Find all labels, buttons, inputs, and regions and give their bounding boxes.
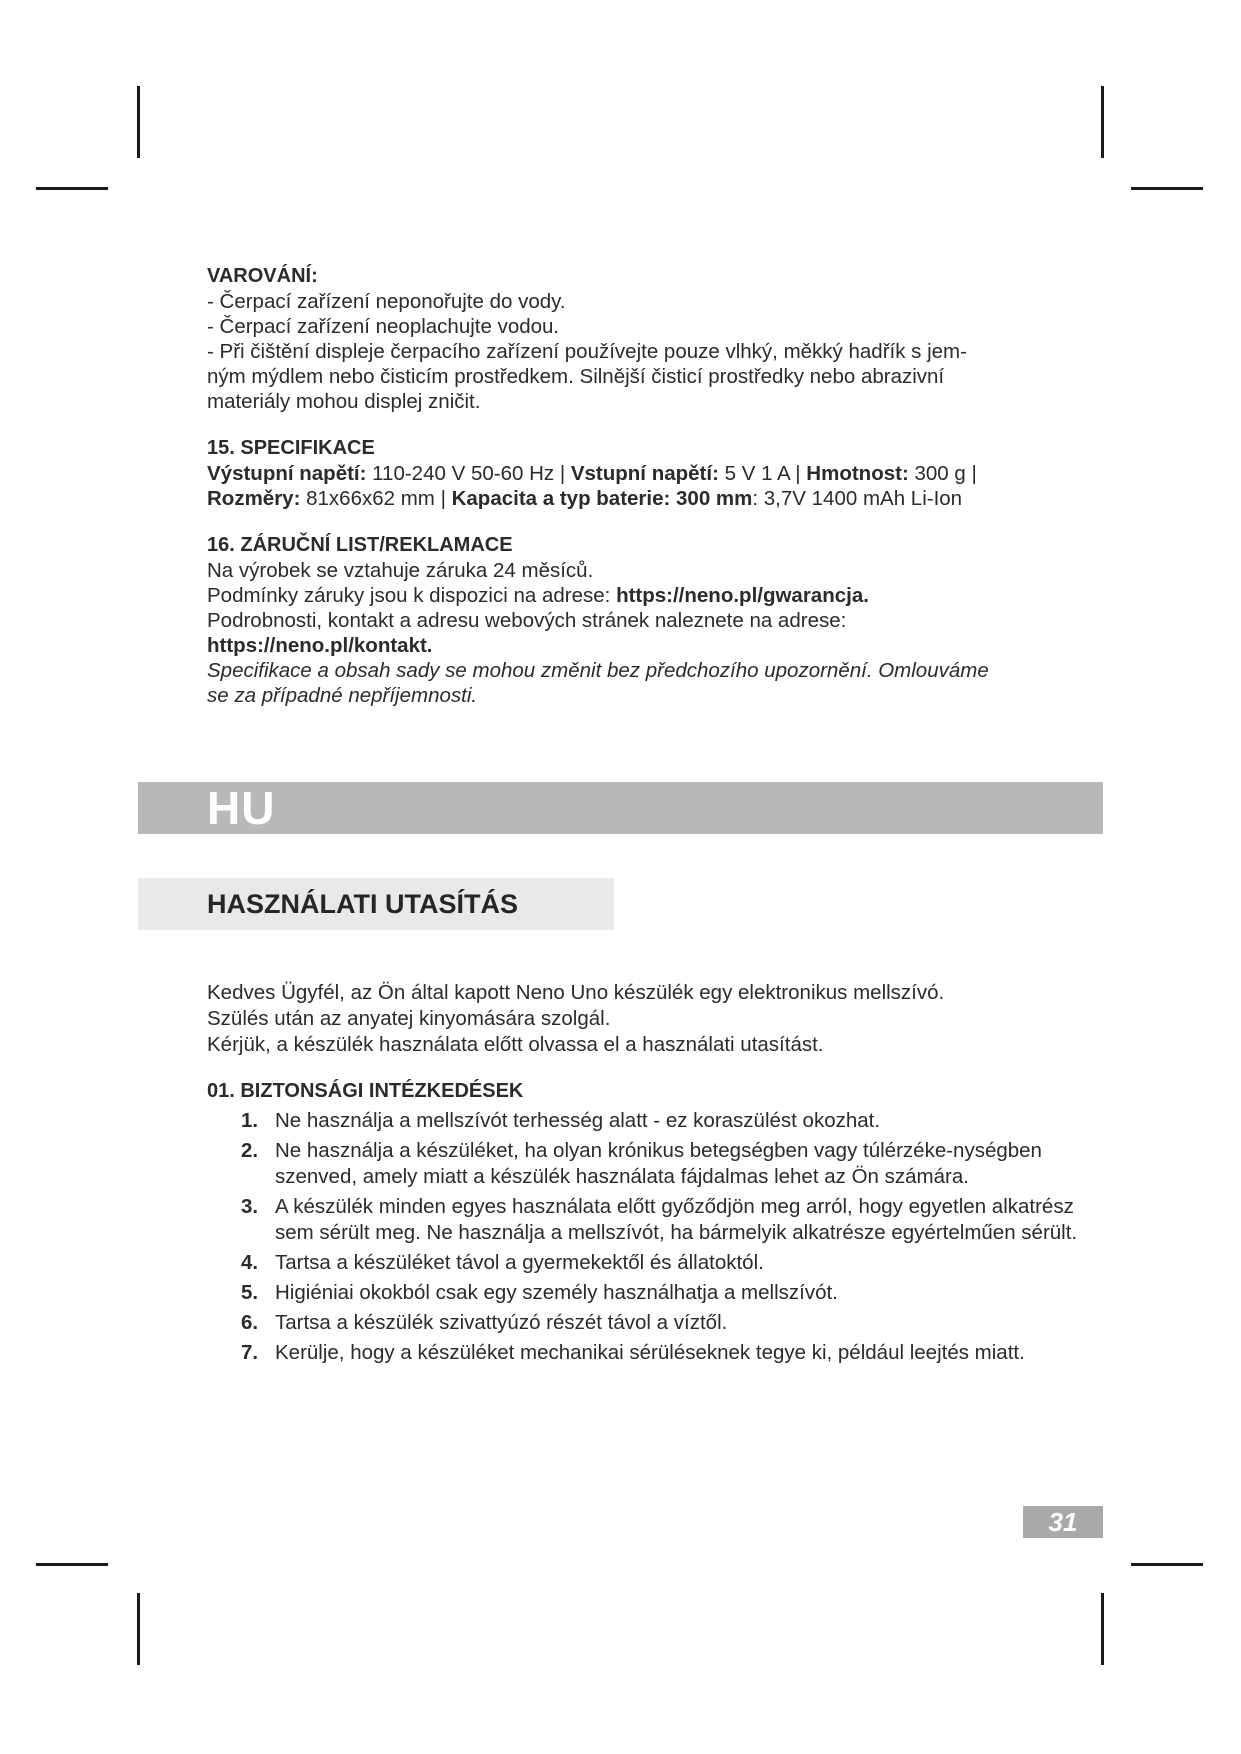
list-item-text: Tartsa a készülék szivattyúzó részét távol a víztől. (275, 1311, 728, 1334)
intro-line: Szülés után az anyatej kinyomására szolgál. (207, 1007, 611, 1030)
warranty-link[interactable]: https://neno.pl/gwarancja. (616, 584, 869, 607)
crop-mark-bottom-right-horizontal (1131, 1563, 1203, 1566)
list-item (207, 1194, 1087, 1246)
warning-title: VAROVÁNÍ: (207, 265, 318, 287)
weight-label: Hmotnost: (806, 462, 909, 485)
spec-line-1 (207, 461, 1087, 486)
output-voltage-label: Výstupní napětí: (207, 462, 367, 485)
disclaimer-line: se za případné nepříjemnosti. (207, 684, 478, 707)
warranty-line: Podrobnosti, kontakt a adresu webových stránek naleznete na adrese: (207, 609, 847, 632)
crop-mark-bottom-left-horizontal (36, 1563, 108, 1566)
list-item-text: Ne használja a készüléket, ha olyan krónikus betegségben vagy túlérzéke-nységben szenved, amely miatt a készülék használata fájdalmas lehet az Ön számára. (275, 1139, 1042, 1188)
list-item-number: 5. (241, 1281, 259, 1304)
list-item-number: 4. (241, 1251, 259, 1274)
hungarian-content (207, 980, 1087, 1370)
disclaimer-line: Specifikace a obsah sady se mohou změnit bez předchozího upozornění. Omlouváme (207, 659, 989, 682)
list-item-text: A készülék minden egyes használata előtt győződjön meg arról, hogy egyetlen alkatrész sem sérült meg. Ne használja a mellszívót, ha bármelyik alkatrésze egyértelműen sérült. (275, 1195, 1078, 1244)
warranty-section (207, 533, 1087, 708)
warning-line: ným mýdlem nebo čisticím prostředkem. Silnější čisticí prostředky nebo abrazivní (207, 365, 945, 388)
safety-title: 01. BIZTONSÁGI INTÉZKEDÉSEK (207, 1080, 524, 1102)
list-item-text: Tartsa a készüléket távol a gyermekektől és állatoktól. (275, 1251, 764, 1274)
list-item (207, 1280, 1087, 1306)
list-item (207, 1310, 1087, 1336)
input-voltage-value: 5 V 1 A | (718, 462, 807, 485)
specification-title: 15. SPECIFIKACE (207, 437, 375, 459)
list-item (207, 1138, 1087, 1190)
specification-section (207, 436, 1087, 511)
crop-mark-top-right-horizontal (1131, 187, 1203, 190)
safety-list (207, 1108, 1087, 1366)
manual-title: HASZNÁLATI UTASÍTÁS (207, 889, 518, 919)
list-item-number: 7. (241, 1341, 259, 1364)
dimensions-label: Rozměry: (207, 487, 301, 510)
language-section-bar (138, 782, 1103, 834)
warranty-line (207, 583, 1087, 608)
warning-line: materiály mohou displej zničit. (207, 390, 481, 413)
intro-line: Kérjük, a készülék használata előtt olvassa el a használati utasítást. (207, 1033, 824, 1056)
battery-label: Kapacita a typ baterie: 300 mm (451, 487, 753, 510)
page-number: 31 (1023, 1506, 1103, 1538)
list-item (207, 1108, 1087, 1134)
contact-link[interactable]: https://neno.pl/kontakt. (207, 634, 433, 657)
spec-line-2 (207, 486, 1087, 511)
crop-mark-top-left-horizontal (36, 187, 108, 190)
manual-title-box (138, 878, 614, 930)
warning-section (207, 264, 1087, 414)
warning-line: - Při čištění displeje čerpacího zařízení používejte pouze vlhký, měkký hadřík s jem- (207, 340, 967, 363)
warranty-line: Na výrobek se vztahuje záruka 24 měsíců. (207, 559, 594, 582)
language-section-label: HU (207, 782, 276, 834)
output-voltage-value: 110-240 V 50-60 Hz | (366, 462, 571, 485)
list-item-number: 2. (241, 1139, 259, 1162)
warranty-title: 16. ZÁRUČNÍ LIST/REKLAMACE (207, 534, 513, 556)
dimensions-value: 81x66x62 mm | (300, 487, 452, 510)
battery-value: : 3,7V 1400 mAh Li-Ion (752, 487, 963, 510)
list-item-text: Kerülje, hogy a készüléket mechanikai sérüléseknek tegye ki, például leejtés miatt. (275, 1341, 1025, 1364)
list-item-text: Higiéniai okokból csak egy személy használhatja a mellszívót. (275, 1281, 838, 1304)
list-item (207, 1340, 1087, 1366)
crop-mark-bottom-left-vertical (137, 1593, 140, 1665)
warning-line: - Čerpací zařízení neoplachujte vodou. (207, 315, 560, 338)
list-item-text: Ne használja a mellszívót terhesség alatt - ez koraszülést okozhat. (275, 1109, 881, 1132)
crop-mark-top-left-vertical (137, 86, 140, 158)
list-item-number: 6. (241, 1311, 259, 1334)
crop-mark-top-right-vertical (1101, 86, 1104, 158)
czech-content (207, 264, 1087, 708)
intro-line: Kedves Ügyfél, az Ön által kapott Neno Uno készülék egy elektronikus mellszívó. (207, 981, 945, 1004)
weight-value: 300 g | (908, 462, 977, 485)
contact-line (207, 633, 1087, 658)
warranty-terms-text: Podmínky záruky jsou k dispozici na adrese: (207, 584, 617, 607)
list-item (207, 1250, 1087, 1276)
crop-mark-bottom-right-vertical (1101, 1593, 1104, 1665)
warning-line: - Čerpací zařízení neponořujte do vody. (207, 290, 566, 313)
list-item-number: 3. (241, 1195, 259, 1218)
list-item-number: 1. (241, 1109, 259, 1132)
input-voltage-label: Vstupní napětí: (570, 462, 719, 485)
